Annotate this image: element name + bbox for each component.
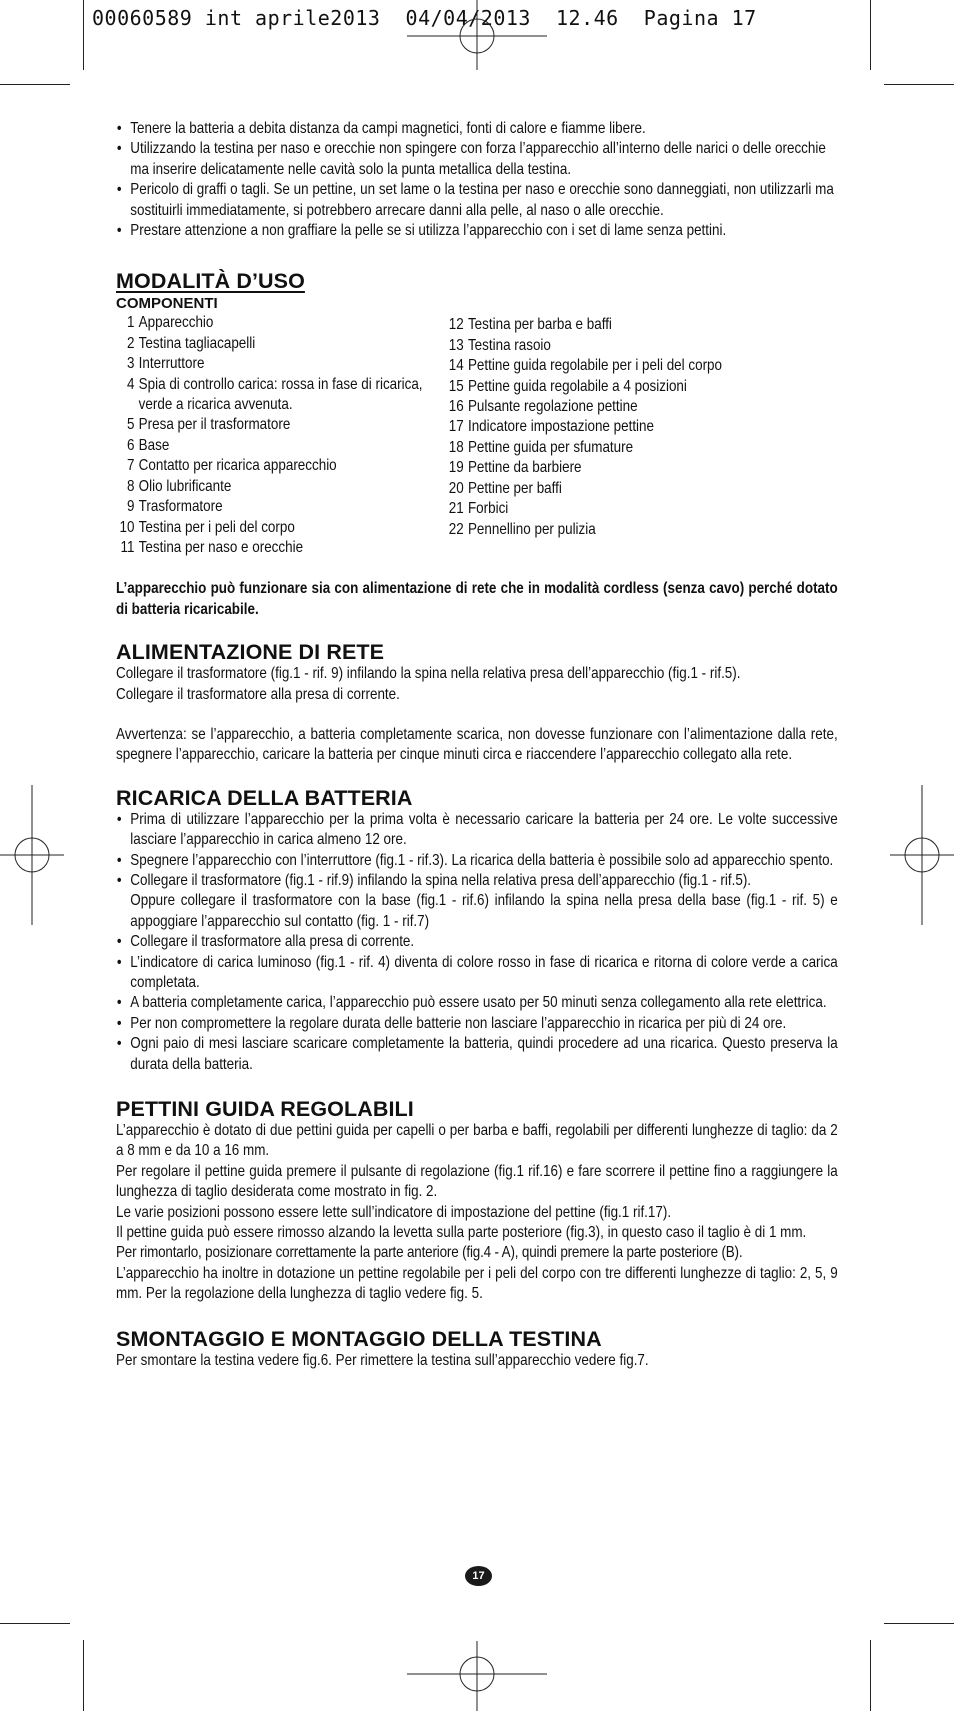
- component-item: 7 Contatto per ricarica apparecchio: [126, 457, 337, 475]
- registration-mark-right: [890, 785, 954, 925]
- component-item: 19 Pettine da barbiere: [448, 459, 582, 477]
- component-item: 8 Olio lubrificante: [126, 477, 232, 495]
- components-subtitle: COMPONENTI: [116, 295, 218, 313]
- component-item: 15 Pettine guida regolabile a 4 posizioni: [448, 377, 687, 395]
- paragraph: Le varie posizioni possono essere lette sull’indicatore di impostazione del pettine (fig.1 rif.17).: [116, 1203, 672, 1221]
- components-column-right: [445, 313, 747, 558]
- page-number-badge: 17: [465, 1566, 492, 1586]
- paragraph: Per regolare il pettine guida premere il pulsante di regolazione (fig.1 rif.16) e fare scorrere il pettine fino a raggiungere la lunghezza di taglio desiderata come mostrato in fig. 2.: [116, 1162, 838, 1201]
- bullet-text: • Collegare il trasformatore (fig.1 - rif.9) infilando la spina nella relativa presa dell’apparecchio (fig.1 - rif.5).: [130, 871, 752, 889]
- warning-paragraph: Avvertenza: se l’apparecchio, a batteria completamente scarica, non dovesse funzionare con l’alimentazione dalla rete, spegnere l’apparecchio, caricare la batteria per cinque minuti circa e riaccendere l’apparecchio collegato alla rete.: [116, 725, 838, 764]
- component-item: 14 Pettine guida regolabile per i peli del corpo: [448, 357, 722, 375]
- component-item: 17 Indicatore impostazione pettine: [448, 418, 654, 436]
- component-item: 21 Forbici: [448, 500, 509, 518]
- component-item: 20 Pettine per baffi: [448, 479, 562, 497]
- paragraph: L’apparecchio ha inoltre in dotazione un pettine regolabile per i peli del corpo con tre differenti lunghezze di taglio: 2, 5, 9 mm. Per la regolazione della lunghezza di taglio vedere fig. 5.: [116, 1264, 838, 1303]
- charging-bullet: • Spegnere l’apparecchio con l’interruttore (fig.1 - rif.3). La ricarica della batteria è possibile solo ad apparecchio spento.: [116, 851, 838, 871]
- section-ricarica: [116, 786, 838, 1097]
- section-title: RICARICA DELLA BATTERIA: [116, 785, 413, 810]
- bullet-extra-text: Oppure collegare il trasformatore con la base (fig.1 - rif.6) infilando la spina nella presa della base (fig.1 - rif. 5) e appoggiare l’apparecchio sul contatto (fig. 1 - rif.7): [130, 892, 838, 930]
- registration-mark-left: [0, 785, 64, 925]
- component-item: 16 Pulsante regolazione pettine: [448, 398, 638, 416]
- section-body: [116, 664, 838, 786]
- intro-safety-list: [116, 119, 838, 269]
- section-pettini: [116, 1097, 838, 1327]
- crop-mark: [884, 1623, 954, 1624]
- section-body: [116, 1121, 838, 1327]
- section-title: SMONTAGGIO E MONTAGGIO DELLA TESTINA: [116, 1326, 602, 1351]
- paragraph: Il pettine guida può essere rimosso alzando la levetta sulla parte posteriore (fig.3), in questo caso il taglio è di 1 mm.: [116, 1224, 807, 1242]
- crop-mark: [884, 84, 954, 85]
- components-list: [116, 313, 838, 640]
- component-item: 5 Presa per il trasformatore: [126, 416, 291, 434]
- paragraph: Collegare il trasformatore alla presa di corrente.: [116, 685, 400, 703]
- cordless-note: L’apparecchio può funzionare sia con alimentazione di rete che in modalità cordless (senza cavo) perché dotato di batteria ricaricabile.: [116, 580, 838, 618]
- paragraph: Per rimontarlo, posizionare correttamente la parte anteriore (fig.4 - A), quindi premere la parte posteriore (B).: [116, 1244, 743, 1262]
- section-title: PETTINI GUIDA REGOLABILI: [116, 1097, 414, 1122]
- registration-mark-top: [407, 0, 547, 70]
- component-item: 1 Apparecchio: [126, 314, 214, 332]
- paragraph: L’apparecchio è dotato di due pettini guida per capelli o per barba e baffi, regolabili per differenti lunghezze di taglio: da 2 a 8 mm e da 10 a 16 mm.: [116, 1122, 838, 1160]
- charging-bullet: [116, 871, 838, 932]
- component-item: 9 Trasformatore: [126, 498, 223, 516]
- component-item: 13 Testina rasoio: [448, 336, 551, 354]
- charging-bullet: • Per non compromettere la regolare durata delle batterie non lasciare l’apparecchio in ricarica per più di 24 ore.: [116, 1014, 838, 1034]
- safety-bullet: • Utilizzando la testina per naso e orecchie non spingere con forza l’apparecchio all’interno delle narici o delle orecchie ma inserire delicatamente nelle cavità solo la punta metallica della testina.: [116, 139, 838, 180]
- charging-bullet: • Ogni paio di mesi lasciare scaricare completamente la batteria, quindi procedere ad una ricarica. Questo preserva la durata della batteria.: [116, 1034, 838, 1075]
- component-item: 10 Testina per i peli del corpo: [119, 518, 295, 536]
- charging-bullet: • L’indicatore di carica luminoso (fig.1 - rif. 4) diventa di colore rosso in fase di ricarica e ritorna di colore verde a carica completata.: [116, 953, 838, 994]
- crop-mark: [870, 1640, 871, 1711]
- section-body: [116, 810, 838, 1097]
- component-item: 2 Testina tagliacapelli: [126, 334, 256, 352]
- crop-mark: [83, 0, 84, 70]
- section-alimentazione: [116, 640, 838, 786]
- component-item: 11 Testina per naso e orecchie: [120, 538, 304, 556]
- component-item: 12 Testina per barba e baffi: [448, 316, 612, 334]
- paragraph: Per smontare la testina vedere fig.6. Per rimettere la testina sull’apparecchio vedere fig.7.: [116, 1351, 649, 1369]
- page-content: [116, 119, 838, 1371]
- crop-mark: [0, 84, 70, 85]
- registration-mark-bottom: [407, 1641, 547, 1711]
- charging-bullet: • A batteria completamente carica, l’apparecchio può essere usato per 50 minuti senza collegamento alla rete elettrica.: [116, 993, 838, 1013]
- section-body: [116, 1351, 838, 1371]
- crop-mark: [0, 1623, 70, 1624]
- safety-bullet: • Tenere la batteria a debita distanza da campi magnetici, fonti di calore e fiamme libere.: [116, 119, 838, 139]
- components-column-left: [116, 313, 445, 558]
- component-item: 22 Pennellino per pulizia: [448, 520, 596, 538]
- safety-bullet: • Pericolo di graffi o tagli. Se un pettine, un set lame o la testina per naso e orecchie sono danneggiati, non utilizzarli ma sostituirli immediatamente, si potrebbero arrecare danni alla pelle, al naso o alle orecchie.: [116, 180, 838, 221]
- charging-bullet: • Prima di utilizzare l’apparecchio per la prima volta è necessario caricare la batteria per 24 ore. Le volte successive lasciare l’apparecchio in carica almeno 12 ore.: [116, 810, 838, 851]
- crop-mark: [83, 1640, 84, 1711]
- paragraph: Collegare il trasformatore (fig.1 - rif. 9) infilando la spina nella relativa presa dell’apparecchio (fig.1 - rif.5).: [116, 665, 741, 683]
- section-smontaggio: [116, 1327, 838, 1371]
- component-item: 3 Interruttore: [126, 355, 205, 373]
- print-slug: 00060589 int aprile2013 04/04/2013 12.46 Pagina 17: [92, 6, 757, 30]
- section-modalita: [116, 269, 838, 640]
- component-item: 6 Base: [126, 436, 170, 454]
- section-title: ALIMENTAZIONE DI RETE: [116, 640, 385, 665]
- section-title: MODALITÀ D’USO: [116, 269, 305, 294]
- safety-bullet: • Prestare attenzione a non graffiare la pelle se si utilizza l’apparecchio con i set di lame senza pettini.: [116, 221, 838, 241]
- component-item: 4 Spia di controllo carica: rossa in fase di ricarica, verde a ricarica avvenuta.: [126, 375, 423, 414]
- component-item: 18 Pettine guida per sfumature: [448, 438, 634, 456]
- charging-bullet: • Collegare il trasformatore alla presa di corrente.: [116, 932, 838, 952]
- crop-mark: [870, 0, 871, 70]
